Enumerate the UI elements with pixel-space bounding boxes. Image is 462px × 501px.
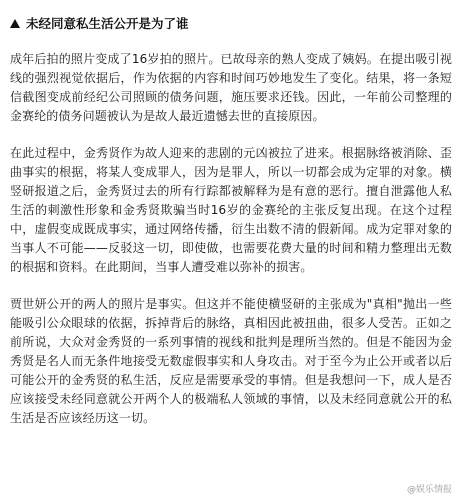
paragraph-2: 在此过程中，金秀贤作为故人迎来的悲剧的元凶被拉了进来。根据脉络被消除、歪曲事实的根据，将某人变成罪人，因为是罪人，所以一切都会成为定罪的对象。横竖研报道之后，金秀贤过去的所有行踪都被解释为是有意的恶行。擅自泄露他人私生活的刺激性形象和金秀贤欺骗当时16岁的金赛纶的主张反复出现。在这个过程中，虚假变成既成事实，通过网络传播，衍生出数不清的假新闻。成为定罪对象的当事人不可能——反驳这一切，即使做，也需要花费大量的时间和精力整理出无数的根据和资料。在此期间，当事人遭受难以弥补的损害。: [10, 146, 452, 274]
article-title-text: 未经同意私生活公开是为了谁: [26, 16, 189, 31]
watermark: @娱乐情报: [406, 485, 452, 495]
triangle-up-icon: [10, 19, 20, 28]
paragraph-1: 成年后拍的照片变成了16岁拍的照片。已故母亲的熟人变成了姨妈。在提出吸引视线的强烈视觉依据后，作为依据的内容和时间巧妙地发生了变化。结果，将一条短信截图变成前经纪公司照顾的债务问题，施压要求还钱。因此，一年前公司整理的金赛纶的债务问题被认为是故人最近遗憾去世的直接原因。: [10, 52, 452, 123]
paragraph-3: 贾世妍公开的两人的照片是事实。但这并不能使横竖研的主张成为"真相"抛出一些能吸引公众眼球的依据，拆掉背后的脉络，真相因此被扭曲，很多人受苦。正如之前所说，大众对金秀贤的一系列事情的视线和批判是理所当然的。但是不能因为金秀贤是名人而无条件地接受无数虚假事实和人身攻击。对于至今为止公开或者以后可能公开的金秀贤的私生活，反应是需要承受的事情。但是我想问一下，成人是否应该接受未经同意就公开两个人的极端私人领域的事情，以及未经同意就公开的私生活是否应该经历这一切。: [10, 297, 452, 425]
article-title: [10, 16, 452, 32]
